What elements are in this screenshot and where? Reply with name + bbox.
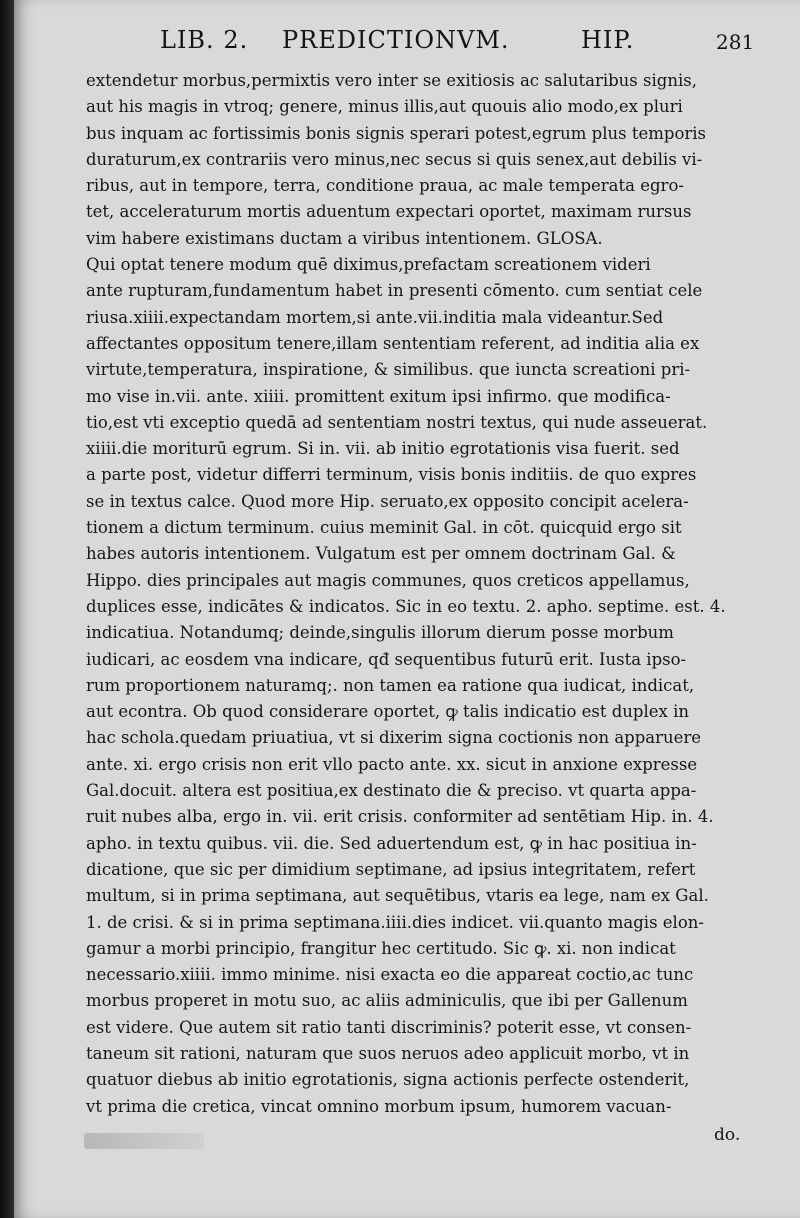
running-head-book: LIB. 2.	[160, 26, 249, 54]
text-line: bus inquam ac fortissimis bonis signis sperari potest,egrum plus temporis	[86, 123, 707, 143]
show-through-bleed	[84, 1133, 204, 1149]
text-line: est videre. Que autem sit ratio tanti discriminis? poterit esse, vt consen-	[86, 1017, 692, 1037]
text-line: habes autoris intentionem. Vulgatum est per omnem doctrinam Gal. &	[86, 544, 676, 564]
text-line: riusa.xiiii.expectandam mortem,si ante.vii.inditia mala videantur.Sed	[86, 307, 664, 327]
text-line: apho. in textu quibus. vii. die. Sed aduertendum est, ꝙ in hac positiua in-	[86, 833, 697, 853]
text-line: tet, acceleraturum mortis aduentum expectari oportet, maximam rursus	[86, 202, 692, 222]
text-line: ante. xi. ergo crisis non erit vllo pacto ante. xx. sicut in anxione expresse	[86, 754, 698, 774]
text-line: quatuor diebus ab initio egrotationis, signa actionis perfecte ostenderit,	[86, 1070, 690, 1090]
running-head-title: PREDICTIONVM.	[282, 26, 510, 54]
text-line: tio,est vti exceptio quedā ad sententiam nostri textus, qui nude asseuerat.	[86, 412, 708, 432]
text-line: a parte post, videtur differri terminum, visis bonis inditiis. de quo expres	[86, 465, 697, 485]
text-line: mo vise in.vii. ante. xiiii. promittent exitum ipsi infirmo. que modifica-	[86, 386, 671, 406]
text-line: Gal.docuit. altera est positiua,ex destinato die & preciso. vt quarta appa-	[86, 781, 697, 801]
text-line: xiiii.die moriturū egrum. Si in. vii. ab initio egrotationis visa fuerit. sed	[86, 439, 680, 459]
text-line: necessario.xiiii. immo minime. nisi exacta eo die appareat coctio,ac tunc	[86, 965, 694, 985]
text-line: Qui optat tenere modum quē diximus,prefactam screationem videri	[86, 255, 651, 275]
text-line: Hippo. dies principales aut magis communes, quos creticos appellamus,	[86, 570, 690, 590]
book-page	[14, 0, 800, 1218]
text-line: multum, si in prima septimana, aut sequētibus, vtaris ea lege, nam ex Gal.	[86, 886, 709, 906]
text-line: duplices esse, indicātes & indicatos. Sic in eo textu. 2. apho. septime. est. 4.	[86, 596, 726, 616]
text-line: virtute,temperatura, inspiratione, & similibus. que iuncta screationi pri-	[86, 360, 691, 380]
text-line: ribus, aut in tempore, terra, conditione praua, ac male temperata egro-	[86, 176, 684, 196]
text-line: dicatione, que sic per dimidium septimane, ad ipsius integritatem, refert	[86, 859, 696, 879]
catchword: do.	[714, 1125, 741, 1145]
text-line: taneum sit rationi, naturam que suos neruos adeo applicuit morbo, vt in	[86, 1043, 690, 1063]
text-line: tionem a dictum terminum. cuius meminit Gal. in cōt. quicquid ergo sit	[86, 518, 682, 538]
body-text	[86, 68, 746, 1120]
text-line: ante rupturam,fundamentum habet in presenti cōmento. cum sentiat cele	[86, 281, 703, 301]
running-head-author: HIP.	[581, 26, 635, 54]
text-line: vt prima die cretica, vincat omnino morbum ipsum, humorem vacuan-	[86, 1096, 672, 1116]
text-line: aut his magis in vtroq; genere, minus illis,aut quouis alio modo,ex pluri	[86, 97, 683, 117]
text-line: rum proportionem naturamq;. non tamen ea ratione qua iudicat, indicat,	[86, 675, 695, 695]
text-line: duraturum,ex contrariis vero minus,nec secus si quis senex,aut debilis vi-	[86, 149, 703, 169]
text-line: hac schola.quedam priuatiua, vt si dixerim signa coctionis non apparuere	[86, 728, 702, 748]
text-line: morbus properet in motu suo, ac aliis adminiculis, que ibi per Gallenum	[86, 991, 688, 1011]
text-line: aut econtra. Ob quod considerare oportet, ꝙ talis indicatio est duplex in	[86, 702, 689, 722]
running-head	[14, 22, 800, 62]
text-line: iudicari, ac eosdem vna indicare, qđ sequentibus futurū erit. Iusta ipso-	[86, 649, 687, 669]
text-line: extendetur morbus,permixtis vero inter se exitiosis ac salutaribus signis,	[86, 71, 697, 90]
binding-shadow	[0, 0, 14, 1218]
text-line: affectantes oppositum tenere,illam sententiam referent, ad inditia alia ex	[86, 333, 700, 353]
text-line: se in textus calce. Quod more Hip. seruato,ex opposito concipit acelera-	[86, 491, 689, 511]
text-line: vim habere existimans ductam a viribus intentionem. GLOSA.	[86, 228, 603, 248]
text-line: ruit nubes alba, ergo in. vii. erit crisis. conformiter ad sentētiam Hip. in. 4.	[86, 807, 714, 827]
folio-number: 281	[716, 30, 755, 54]
text-line: gamur a morbi principio, frangitur hec certitudo. Sic ꝙ. xi. non indicat	[86, 938, 676, 958]
text-line: indicatiua. Notandumq; deinde,singulis illorum dierum posse morbum	[86, 623, 674, 643]
text-line: 1. de crisi. & si in prima septimana.iiii.dies indicet. vii.quanto magis elon-	[86, 912, 704, 932]
